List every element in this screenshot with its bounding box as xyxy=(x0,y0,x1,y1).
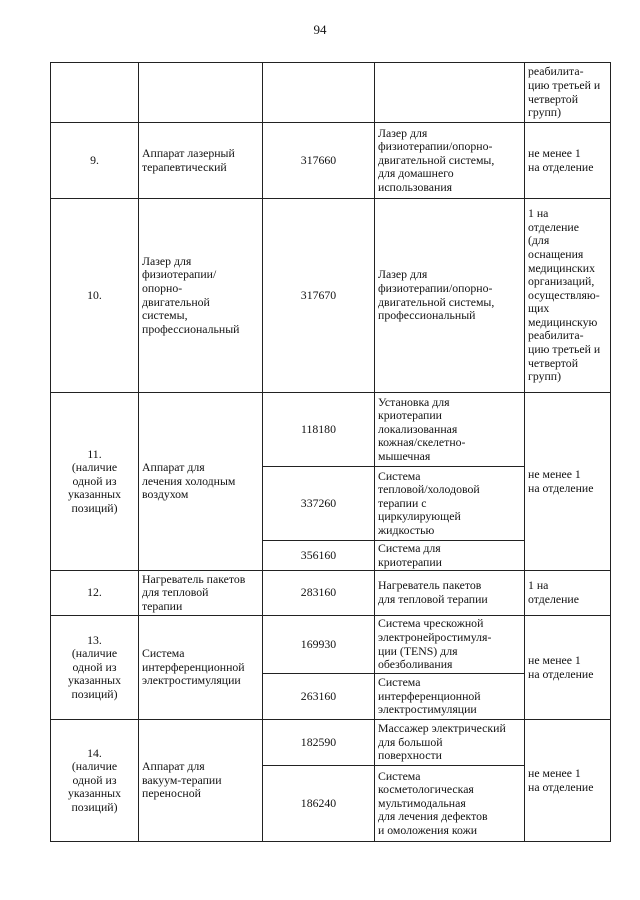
equipment-kind: Система для криотерапии xyxy=(375,541,525,571)
required-quantity: 1 на отделение (для оснащения медицинских организаций, осуществляю- щих медицинскую реабилита- цию третьей и четвертой групп) xyxy=(525,199,611,393)
nomenclature-code: 169930 xyxy=(263,616,375,674)
equipment-name xyxy=(139,63,263,123)
row-number: 13. (наличие одной из указанных позиций) xyxy=(51,616,139,720)
row-number: 14. (наличие одной из указанных позиций) xyxy=(51,720,139,842)
nomenclature-code: 186240 xyxy=(263,766,375,842)
table-row xyxy=(51,720,611,766)
equipment-kind: Лазер для физиотерапии/опорно- двигательной системы, профессиональный xyxy=(375,199,525,393)
equipment-kind: Установка для криотерапии локализованная кожная/скелетно- мышечная xyxy=(375,393,525,467)
row-number: 10. xyxy=(51,199,139,393)
table-row xyxy=(51,199,611,393)
required-quantity: реабилита- цию третьей и четвертой групп) xyxy=(525,63,611,123)
nomenclature-code: 263160 xyxy=(263,674,375,720)
table-row xyxy=(51,123,611,199)
required-quantity: не менее 1 на отделение xyxy=(525,393,611,571)
row-number: 11. (наличие одной из указанных позиций) xyxy=(51,393,139,571)
nomenclature-code: 337260 xyxy=(263,467,375,541)
equipment-name: Аппарат для лечения холодным воздухом xyxy=(139,393,263,571)
equipment-name: Нагреватель пакетов для тепловой терапии xyxy=(139,571,263,616)
equipment-kind: Массажер электрический для большой поверхности xyxy=(375,720,525,766)
equipment-name: Лазер для физиотерапии/ опорно- двигательной системы, профессиональный xyxy=(139,199,263,393)
table-row xyxy=(51,616,611,674)
equipment-kind: Нагреватель пакетов для тепловой терапии xyxy=(375,571,525,616)
equipment-table xyxy=(50,62,611,842)
nomenclature-code: 317660 xyxy=(263,123,375,199)
required-quantity: 1 на отделение xyxy=(525,571,611,616)
nomenclature-code: 283160 xyxy=(263,571,375,616)
required-quantity: не менее 1 на отделение xyxy=(525,720,611,842)
page-number: 94 xyxy=(313,22,327,37)
nomenclature-code xyxy=(263,63,375,123)
equipment-kind: Система тепловой/холодовой терапии с циркулирующей жидкостью xyxy=(375,467,525,541)
nomenclature-code: 182590 xyxy=(263,720,375,766)
required-quantity: не менее 1 на отделение xyxy=(525,616,611,720)
row-number: 12. xyxy=(51,571,139,616)
nomenclature-code: 118180 xyxy=(263,393,375,467)
equipment-kind xyxy=(375,63,525,123)
equipment-kind: Система чрескожной электронейростимуля- ции (TENS) для обезболивания xyxy=(375,616,525,674)
nomenclature-code: 317670 xyxy=(263,199,375,393)
table-row xyxy=(51,571,611,616)
equipment-kind: Система интерференционной электростимуляции xyxy=(375,674,525,720)
table-row xyxy=(51,393,611,467)
row-number: 9. xyxy=(51,123,139,199)
equipment-name: Аппарат лазерный терапевтический xyxy=(139,123,263,199)
equipment-kind: Система косметологическая мультимодальная для лечения дефектов и омоложения кожи xyxy=(375,766,525,842)
equipment-name: Аппарат для вакуум-терапии переносной xyxy=(139,720,263,842)
equipment-kind: Лазер для физиотерапии/опорно- двигательной системы, для домашнего использования xyxy=(375,123,525,199)
equipment-name: Система интерференционной электростимуляции xyxy=(139,616,263,720)
nomenclature-code: 356160 xyxy=(263,541,375,571)
table-row xyxy=(51,63,611,123)
required-quantity: не менее 1 на отделение xyxy=(525,123,611,199)
row-number xyxy=(51,63,139,123)
